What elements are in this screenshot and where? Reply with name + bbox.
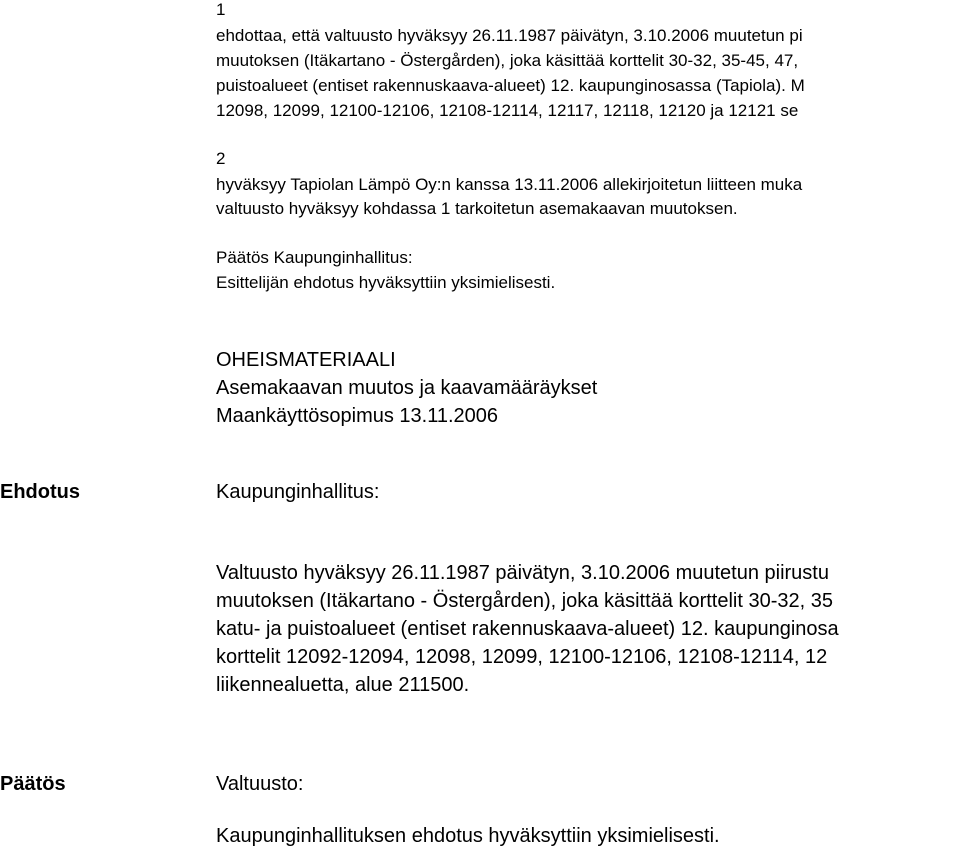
proposal-label: Ehdotus	[0, 481, 80, 503]
section-1-line: ehdottaa, että valtuusto hyväksyy 26.11.1987 päivätyn, 3.10.2006 muutetun pi	[216, 26, 803, 45]
proposal-line: katu- ja puistoalueet (entiset rakennuskaava-alueet) 12. kaupunginosa	[216, 618, 839, 640]
proposal-line: muutoksen (Itäkartano - Östergården), joka käsittää korttelit 30-32, 35	[216, 590, 833, 612]
section-2-line: valtuusto hyväksyy kohdassa 1 tarkoitetun asemakaavan muutoksen.	[216, 199, 738, 218]
proposal-body-title: Kaupunginhallitus:	[216, 481, 380, 503]
proposal-line: Valtuusto hyväksyy 26.11.1987 päivätyn, 3.10.2006 muutetun piirustu	[216, 562, 829, 584]
section-1-number: 1	[216, 0, 226, 19]
attachment-item: Asemakaavan muutos ja kaavamääräykset	[216, 377, 598, 399]
section-1-line: puistoalueet (entiset rakennuskaava-alueet) 12. kaupunginosassa (Tapiola). M	[216, 76, 805, 95]
attachment-item: Maankäyttösopimus 13.11.2006	[216, 405, 499, 427]
board-decision-text: Esittelijän ehdotus hyväksyttiin yksimielisesti.	[216, 273, 556, 292]
decision-text: Kaupunginhallituksen ehdotus hyväksyttiin yksimielisesti.	[216, 825, 720, 847]
section-2-line: hyväksyy Tapiolan Lämpö Oy:n kanssa 13.11.2006 allekirjoitetun liitteen muka	[216, 175, 803, 194]
decision-body-title: Valtuusto:	[216, 773, 304, 795]
proposal-line: korttelit 12092-12094, 12098, 12099, 12100-12106, 12108-12114, 12	[216, 646, 828, 668]
section-1-line: 12098, 12099, 12100-12106, 12108-12114, 12117, 12118, 12120 ja 12121 se	[216, 101, 799, 120]
board-decision-heading: Päätös Kaupunginhallitus:	[216, 248, 413, 267]
section-2-number: 2	[216, 149, 226, 168]
section-1-line: muutoksen (Itäkartano - Östergården), joka käsittää korttelit 30-32, 35-45, 47,	[216, 51, 799, 70]
proposal-line: liikennealuetta, alue 211500.	[216, 674, 470, 696]
decision-label: Päätös	[0, 773, 66, 795]
attachments-heading: OHEISMATERIAALI	[216, 349, 396, 371]
